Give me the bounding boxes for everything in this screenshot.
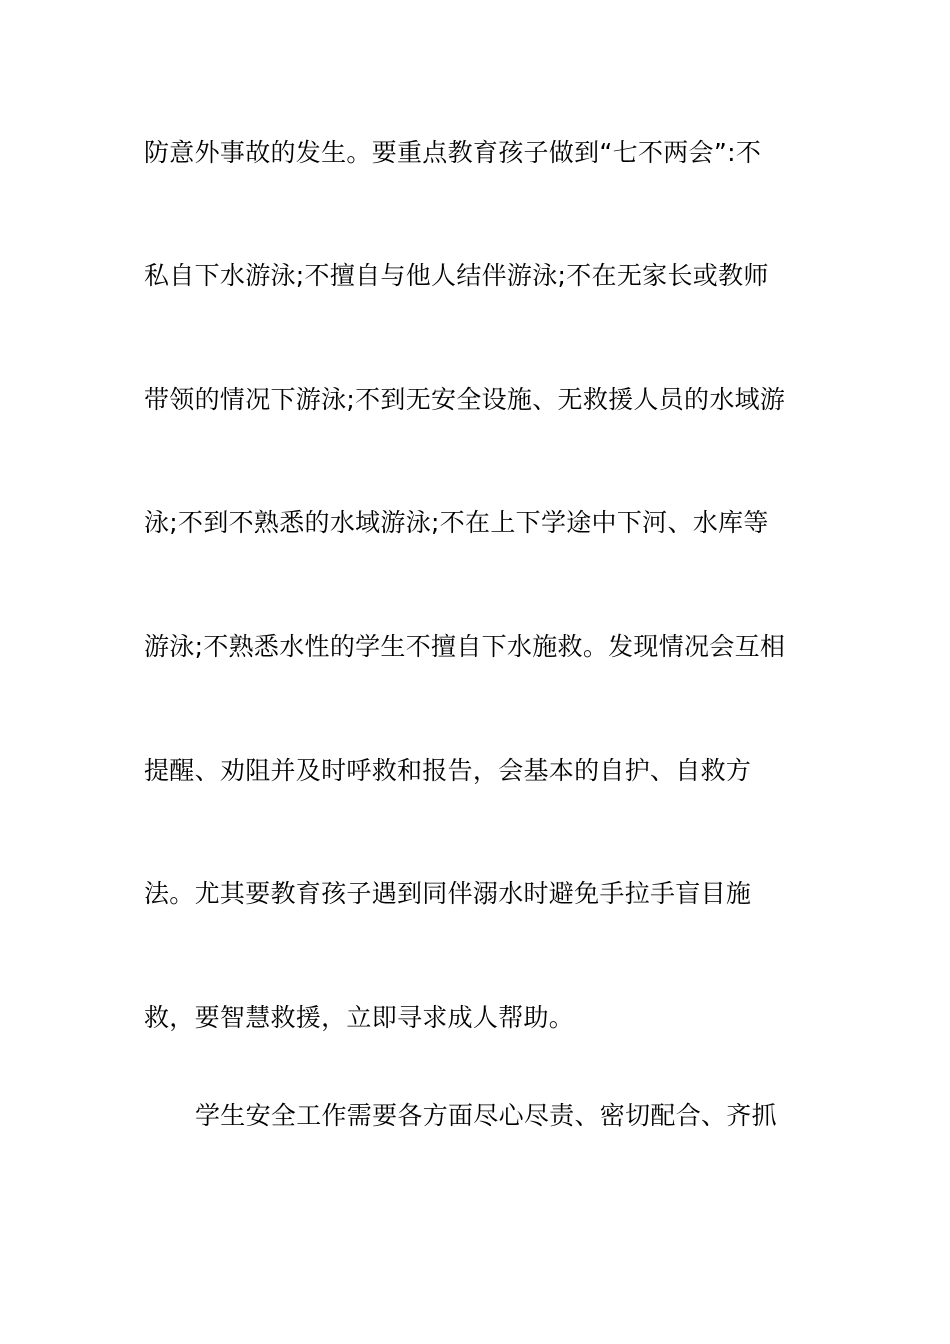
text-line-3: 带领的情况下游泳;不到无安全设施、无救援人员的水域游	[144, 385, 786, 414]
paragraph-start-line: 学生安全工作需要各方面尽心尽责、密切配合、齐抓	[195, 1101, 777, 1130]
text-line-1: 防意外事故的发生。要重点教育孩子做到“七不两会”:不	[144, 138, 762, 167]
text-line-4: 泳;不到不熟悉的水域游泳;不在上下学途中下河、水库等	[144, 508, 769, 537]
text-line-5: 游泳;不熟悉水性的学生不擅自下水施救。发现情况会互相	[144, 632, 786, 661]
text-line-7: 法。尤其要教育孩子遇到同伴溺水时避免手拉手盲目施	[144, 879, 752, 908]
text-line-8: 救，要智慧救援，立即寻求成人帮助。	[144, 1003, 575, 1032]
text-line-2: 私自下水游泳;不擅自与他人结伴游泳;不在无家长或教师	[144, 261, 769, 290]
text-line-6: 提醒、劝阻并及时呼救和报告，会基本的自护、自救方	[144, 756, 752, 785]
